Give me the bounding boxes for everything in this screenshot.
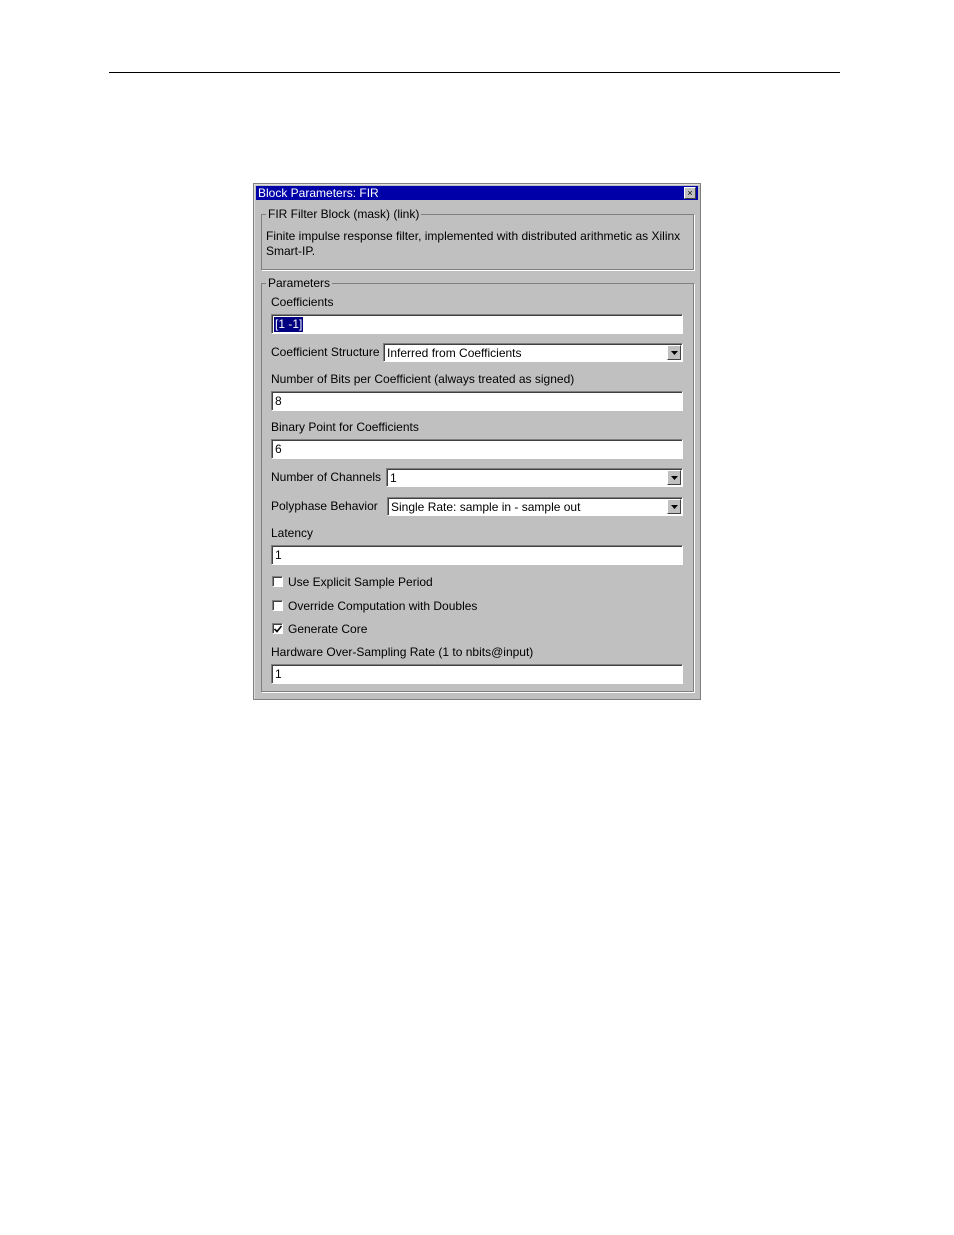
polyphase-behavior-dropdown-button[interactable]	[667, 499, 681, 514]
block-parameters-dialog	[253, 183, 701, 700]
page-header-rule	[109, 72, 840, 73]
coefficient-structure-label: Coefficient Structure	[271, 345, 380, 359]
dialog-titlebar[interactable]	[256, 186, 698, 200]
number-of-channels-label: Number of Channels	[271, 470, 382, 484]
block-description: Finite impulse response filter, implemented with distributed arithmetic as Xilinx Smart-IP.	[266, 229, 681, 258]
dialog-title: Block Parameters: FIR	[258, 186, 379, 200]
binary-point-label: Binary Point for Coefficients	[271, 420, 419, 434]
polyphase-behavior-label: Polyphase Behavior	[271, 499, 378, 513]
override-doubles-label: Override Computation with Doubles	[288, 599, 478, 613]
number-of-channels-select[interactable]	[386, 468, 683, 487]
description-group-legend: FIR Filter Block (mask) (link)	[268, 207, 420, 221]
latency-input[interactable]	[271, 545, 683, 565]
coefficients-input[interactable]	[271, 314, 683, 334]
polyphase-behavior-select[interactable]	[387, 497, 683, 516]
bits-per-coefficient-value: 8	[275, 394, 282, 408]
explicit-sample-period-checkbox[interactable]	[272, 576, 283, 587]
coefficient-structure-dropdown-button[interactable]	[667, 345, 681, 360]
oversampling-rate-input[interactable]	[271, 664, 683, 684]
explicit-sample-period-row[interactable]	[272, 575, 572, 589]
close-icon: ×	[687, 188, 693, 198]
override-doubles-checkbox[interactable]	[272, 600, 283, 611]
generate-core-row[interactable]	[272, 622, 572, 636]
polyphase-behavior-value: Single Rate: sample in - sample out	[391, 500, 581, 514]
checkmark-icon	[274, 625, 282, 633]
parameters-group-legend: Parameters	[268, 276, 331, 290]
coefficients-value: [1 -1]	[275, 317, 303, 331]
explicit-sample-period-label: Use Explicit Sample Period	[288, 575, 433, 589]
coefficient-structure-select[interactable]	[383, 343, 683, 362]
chevron-down-icon	[671, 505, 678, 509]
chevron-down-icon	[671, 351, 678, 355]
generate-core-label: Generate Core	[288, 622, 368, 636]
close-button[interactable]	[684, 187, 696, 199]
number-of-channels-dropdown-button[interactable]	[667, 470, 681, 485]
binary-point-value: 6	[275, 442, 282, 456]
override-doubles-row[interactable]	[272, 599, 572, 613]
binary-point-input[interactable]	[271, 439, 683, 459]
bits-per-coefficient-label: Number of Bits per Coefficient (always treated as signed)	[271, 372, 575, 386]
generate-core-checkbox[interactable]	[272, 623, 283, 634]
chevron-down-icon	[671, 476, 678, 480]
oversampling-rate-label: Hardware Over-Sampling Rate (1 to nbits@input)	[271, 645, 534, 659]
description-group	[261, 207, 694, 270]
oversampling-rate-value: 1	[275, 667, 282, 681]
bits-per-coefficient-input[interactable]	[271, 391, 683, 411]
latency-label: Latency	[271, 526, 314, 540]
latency-value: 1	[275, 548, 282, 562]
coefficient-structure-value: Inferred from Coefficients	[387, 346, 522, 360]
number-of-channels-value: 1	[390, 471, 397, 485]
coefficients-label: Coefficients	[271, 295, 334, 309]
